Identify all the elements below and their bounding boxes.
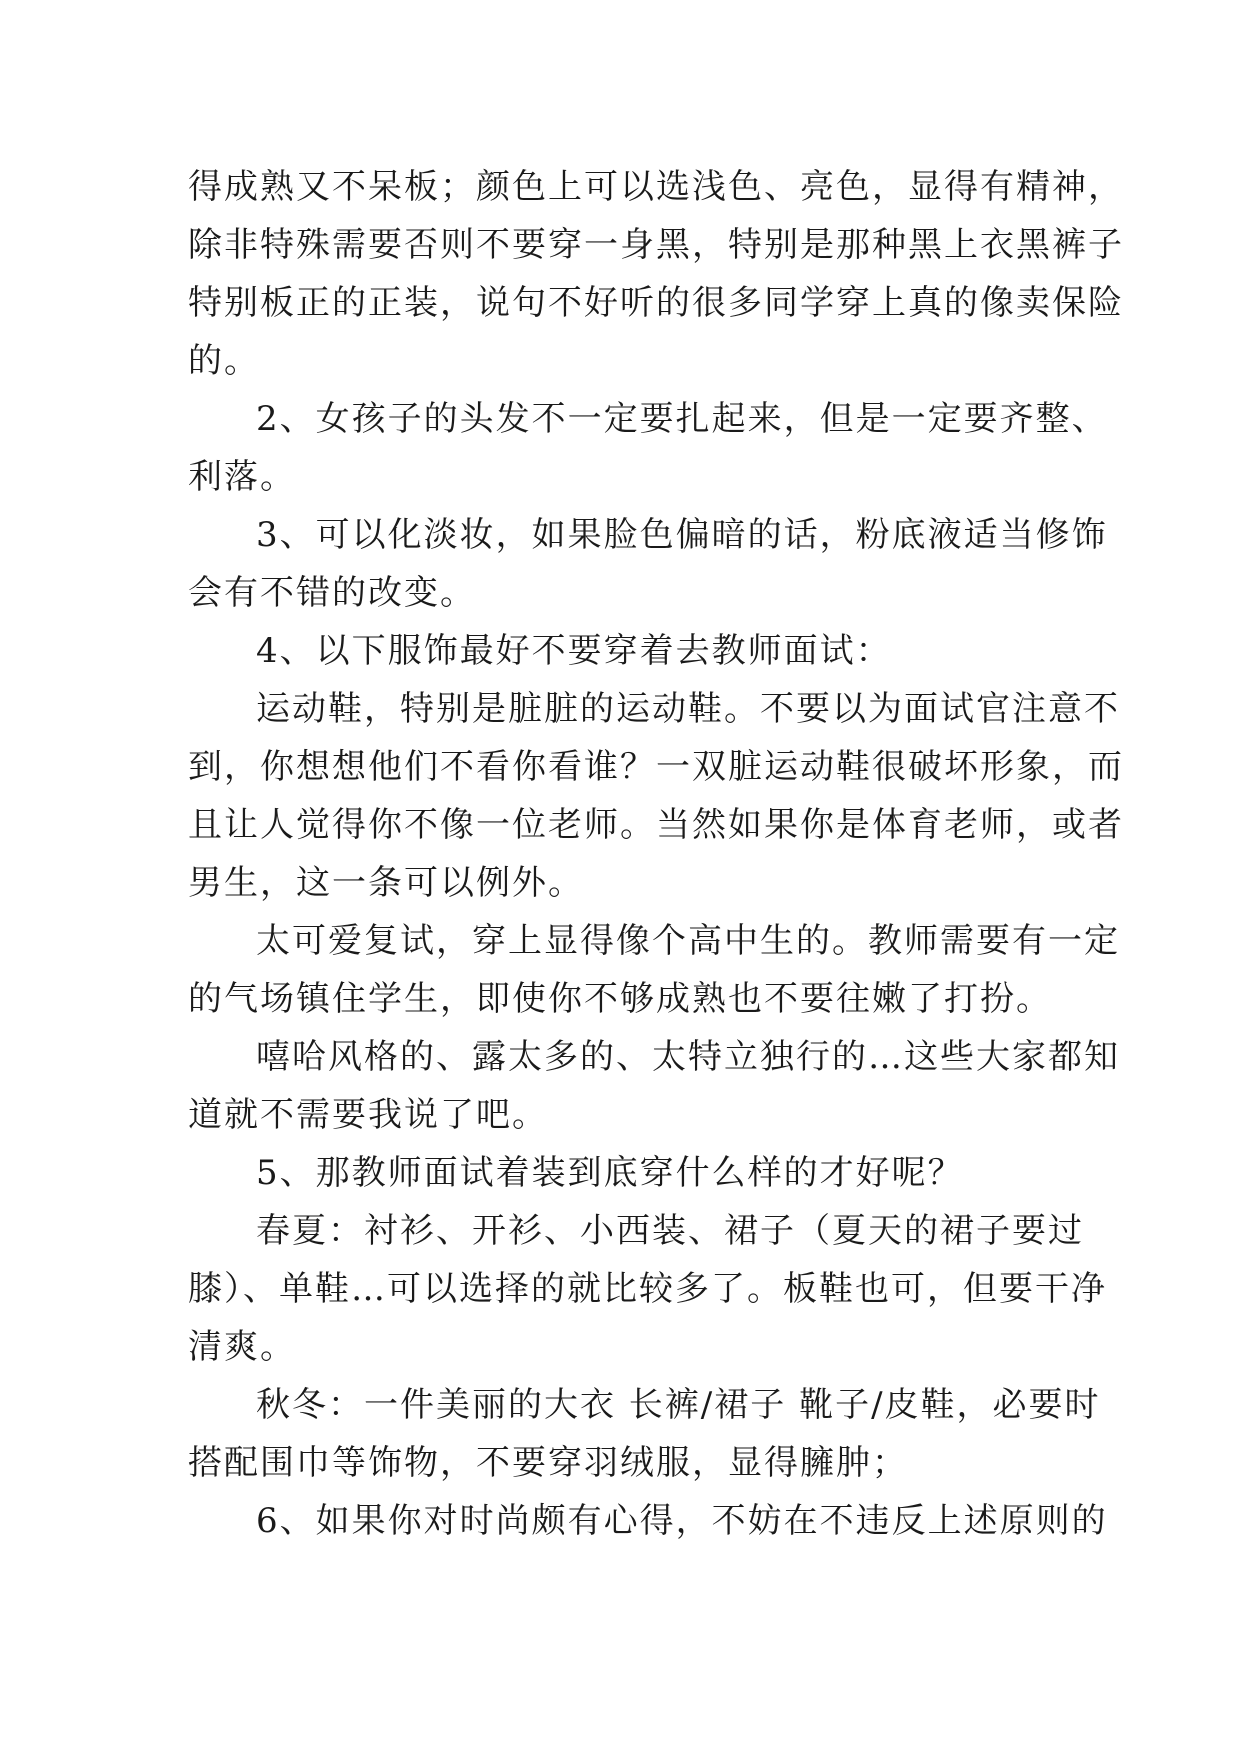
text-line: 除非特殊需要否则不要穿一身黑，特别是那种黑上衣黑裤子 — [188, 225, 1124, 265]
text-line: 春夏：衬衫、开衫、小西装、裙子（夏天的裙子要过 — [256, 1211, 1084, 1251]
text-line: 的气场镇住学生，即使你不够成熟也不要往嫩了打扮。 — [188, 979, 1052, 1019]
text-line: 搭配围巾等饰物，不要穿羽绒服，显得臃肿； — [188, 1443, 908, 1483]
text-line: 6、如果你对时尚颇有心得，不妨在不违反上述原则的 — [256, 1501, 1108, 1541]
document-body — [188, 158, 1124, 1550]
text-line: 运动鞋，特别是脏脏的运动鞋。不要以为面试官注意不 — [256, 689, 1120, 729]
text-line: 3、可以化淡妆，如果脸色偏暗的话，粉底液适当修饰 — [256, 515, 1108, 555]
text-line: 会有不错的改变。 — [188, 573, 476, 613]
text-line: 的。 — [188, 341, 260, 381]
text-line: 5、那教师面试着装到底穿什么样的才好呢？ — [256, 1153, 964, 1193]
text-line: 秋冬：一件美丽的大衣 长裤/裙子 靴子/皮鞋，必要时 — [256, 1385, 1101, 1425]
text-line: 特别板正的正装，说句不好听的很多同学穿上真的像卖保险 — [188, 283, 1124, 323]
text-line: 嘻哈风格的、露太多的、太特立独行的…这些大家都知 — [256, 1037, 1120, 1077]
text-line: 4、以下服饰最好不要穿着去教师面试： — [256, 631, 892, 671]
text-line: 2、女孩子的头发不一定要扎起来，但是一定要齐整、 — [256, 399, 1108, 439]
text-line: 清爽。 — [188, 1327, 296, 1367]
text-line: 男生，这一条可以例外。 — [188, 863, 584, 903]
text-line: 道就不需要我说了吧。 — [188, 1095, 548, 1135]
text-line: 利落。 — [188, 457, 296, 497]
text-line: 膝）、单鞋…可以选择的就比较多了。板鞋也可，但要干净 — [188, 1269, 1107, 1309]
text-line: 太可爱复试，穿上显得像个高中生的。教师需要有一定 — [256, 921, 1120, 961]
text-line: 得成熟又不呆板；颜色上可以选浅色、亮色，显得有精神， — [188, 167, 1124, 207]
text-line: 且让人觉得你不像一位老师。当然如果你是体育老师，或者 — [188, 805, 1124, 845]
text-line: 到，你想想他们不看你看谁？一双脏运动鞋很破坏形象，而 — [188, 747, 1124, 787]
